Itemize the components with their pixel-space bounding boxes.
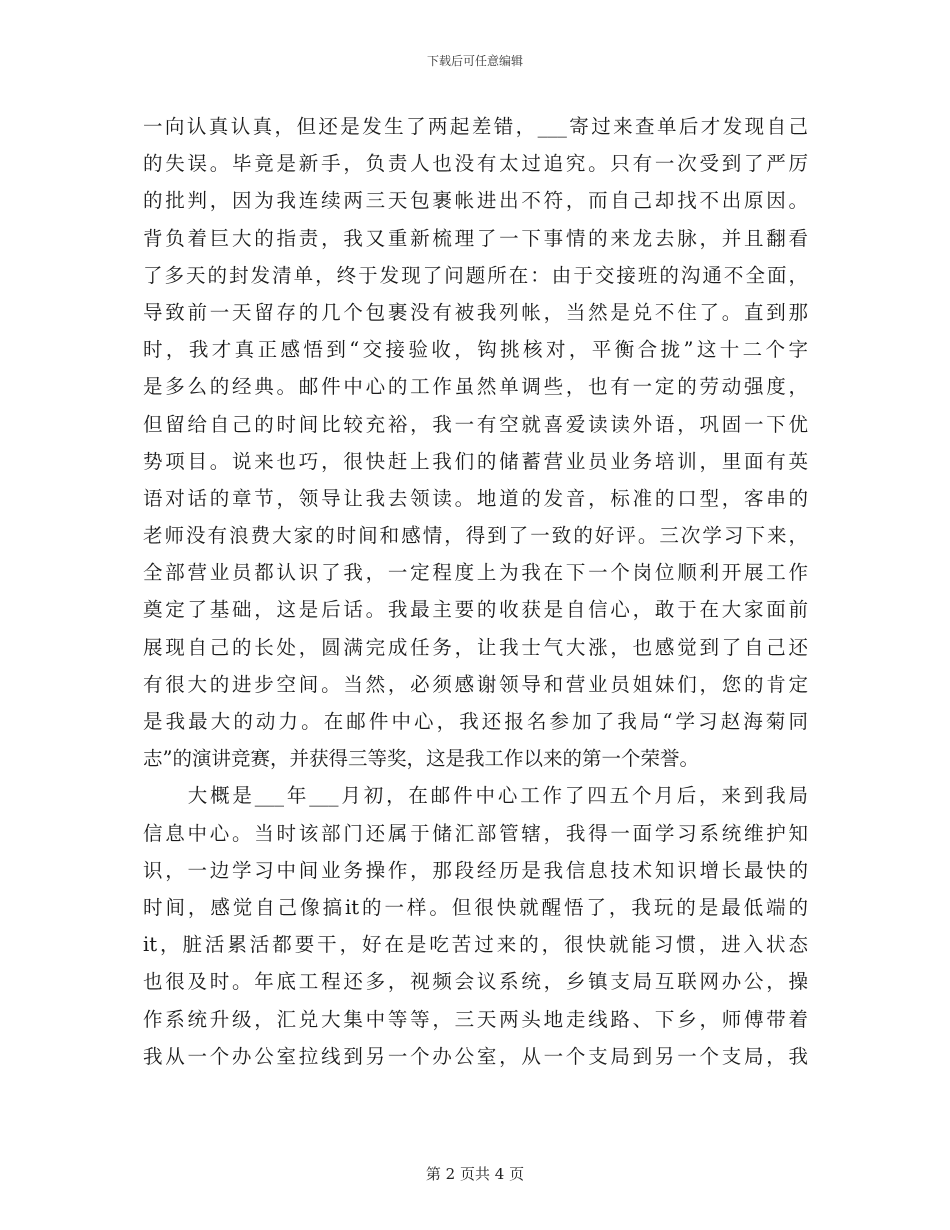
text-line: 但留给自己的时间比较充裕，我一有空就喜爱读读外语，巩固一下优 bbox=[143, 412, 808, 436]
document-body bbox=[143, 108, 808, 1075]
text-line: it，脏活累活都要干，好在是吃苦过来的，很快就能习惯，进入状态 bbox=[143, 933, 808, 957]
text-line: 全部营业员都认识了我，一定程度上为我在下一个岗位顺利开展工作 bbox=[143, 561, 808, 585]
text-line: 的批判，因为我连续两三天包裹帐进出不符，而自己却找不出原因。 bbox=[143, 189, 808, 213]
text-line: 背负着巨大的指责，我又重新梳理了一下事情的来龙去脉，并且翻看 bbox=[143, 226, 808, 250]
text-line: 老师没有浪费大家的时间和感情，得到了一致的好评。三次学习下来， bbox=[143, 524, 808, 548]
text-line: 大概是___年___月初，在邮件中心工作了四五个月后，来到我局 bbox=[143, 784, 808, 808]
text-line: 奠定了基础，这是后话。我最主要的收获是自信心，敢于在大家面前 bbox=[143, 598, 808, 622]
text-line: 志”的演讲竞赛，并获得三等奖，这是我工作以来的第一个荣誉。 bbox=[143, 747, 699, 771]
page-header: 下载后可任意编辑 bbox=[426, 54, 523, 68]
text-line: 势项目。说来也巧，很快赶上我们的储蓄营业员业务培训，里面有英 bbox=[143, 449, 808, 473]
text-line: 了多天的封发清单，终于发现了问题所在：由于交接班的沟通不全面， bbox=[143, 263, 808, 287]
text-line: 信息中心。当时该部门还属于储汇部管辖，我得一面学习系统维护知 bbox=[143, 821, 808, 845]
text-line: 也很及时。年底工程还多，视频会议系统，乡镇支局互联网办公，操 bbox=[143, 970, 808, 994]
text-line: 有很大的进步空间。当然，必须感谢领导和营业员姐妹们，您的肯定 bbox=[143, 672, 808, 696]
text-line: 一向认真认真，但还是发生了两起差错，___寄过来查单后才发现自己 bbox=[143, 115, 808, 138]
text-line: 作系统升级，汇兑大集中等等，三天两头地走线路、下乡，师傅带着 bbox=[143, 1007, 808, 1031]
text-line: 的失误。毕竟是新手，负责人也没有太过追究。只有一次受到了严厉 bbox=[143, 152, 808, 176]
text-line: 是我最大的动力。在邮件中心，我还报名参加了我局“学习赵海菊同 bbox=[143, 710, 808, 733]
text-line: 展现自己的长处，圆满完成任务，让我士气大涨，也感觉到了自己还 bbox=[143, 635, 808, 659]
text-line: 语对话的章节，领导让我去领读。地道的发音，标准的口型，客串的 bbox=[143, 486, 808, 510]
text-line: 我从一个办公室拉线到另一个办公室，从一个支局到另一个支局，我 bbox=[143, 1044, 808, 1068]
text-line: 导致前一天留存的几个包裹没有被我列帐，当然是兑不住了。直到那 bbox=[143, 300, 808, 324]
text-line: 识，一边学习中间业务操作，那段经历是我信息技术知识增长最快的 bbox=[143, 858, 808, 882]
paragraph bbox=[143, 108, 808, 777]
text-line: 是多么的经典。邮件中心的工作虽然单调些，也有一定的劳动强度， bbox=[143, 375, 808, 399]
page-footer: 第 2 页共 4 页 bbox=[425, 1165, 525, 1183]
text-line: 时，我才真正感悟到“交接验收，钩挑核对，平衡合拢”这十二个字 bbox=[143, 338, 808, 362]
paragraph bbox=[143, 777, 808, 1075]
text-line: 时间，感觉自己像搞it的一样。但很快就醒悟了，我玩的是最低端的 bbox=[143, 895, 808, 919]
